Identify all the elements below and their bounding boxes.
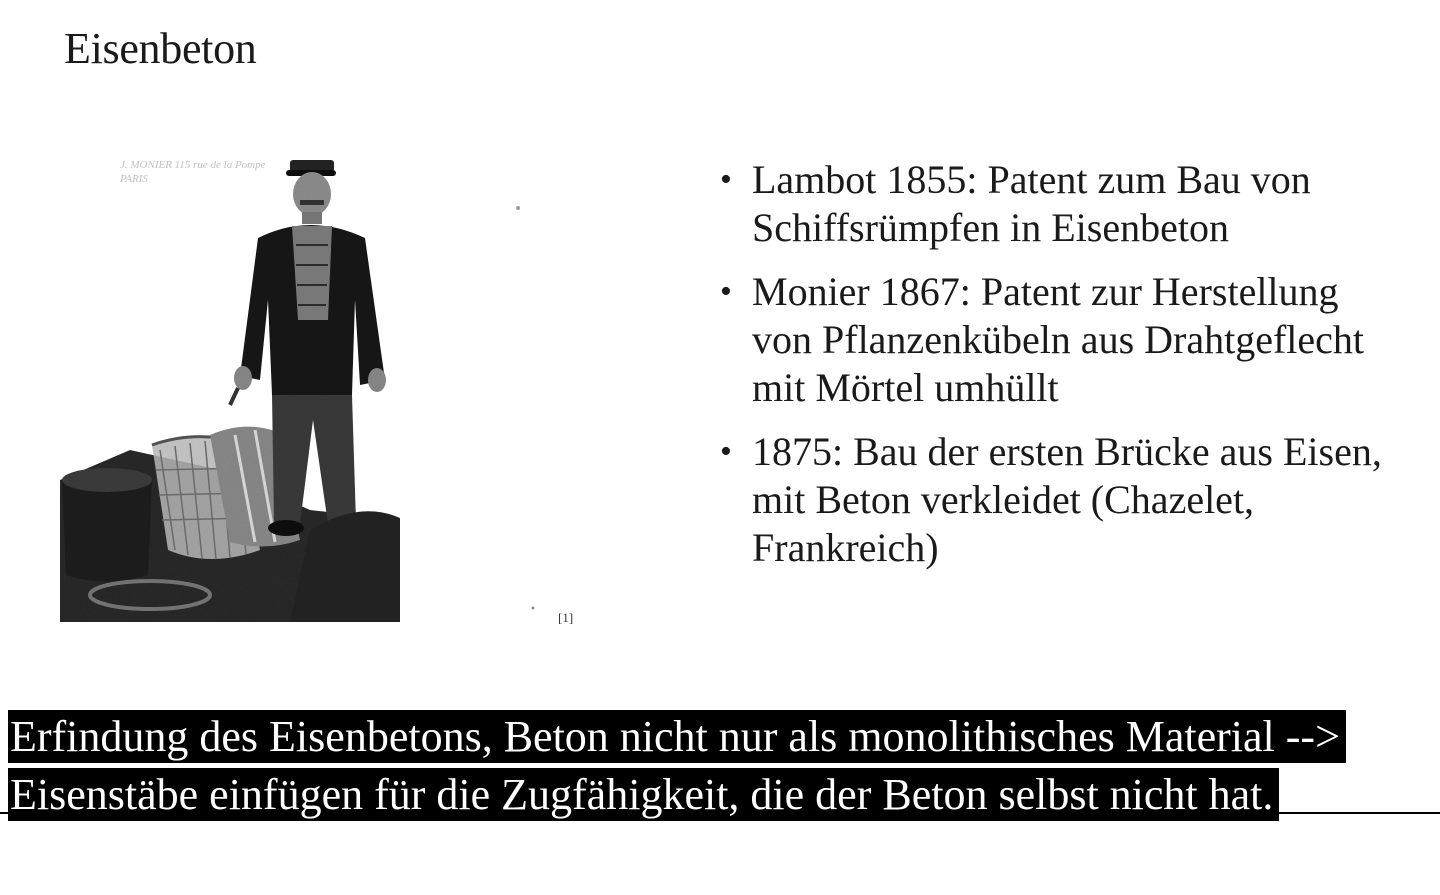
bullet-item: • 1875: Bau der ersten Brücke aus Eisen, mit Beton verkleidet (Chazelet, Frankreich) <box>720 428 1400 572</box>
photo-handwritten-note: J. MONIER 115 rue de la Pompe PARIS <box>120 159 266 185</box>
bullet-list <box>720 156 1400 588</box>
caption-text: Erfindung des Eisenbetons, Beton nicht nur als monolithisches Material --> Eisenstäbe einfügen für die Zugfähigkeit, die der Beton selbst nicht hat. <box>8 710 1346 821</box>
bullet-item: • Lambot 1855: Patent zum Bau von Schiffsrümpfen in Eisenbeton <box>720 156 1400 252</box>
caption-block <box>8 708 1433 823</box>
slide-title: Eisenbeton <box>64 24 257 73</box>
photo-reference: [1] <box>558 610 574 625</box>
bullet-item: • Monier 1867: Patent zur Herstellung von Pflanzenkübeln aus Drahtgeflecht mit Mörtel umhüllt <box>720 268 1400 412</box>
historical-photo <box>60 150 600 635</box>
